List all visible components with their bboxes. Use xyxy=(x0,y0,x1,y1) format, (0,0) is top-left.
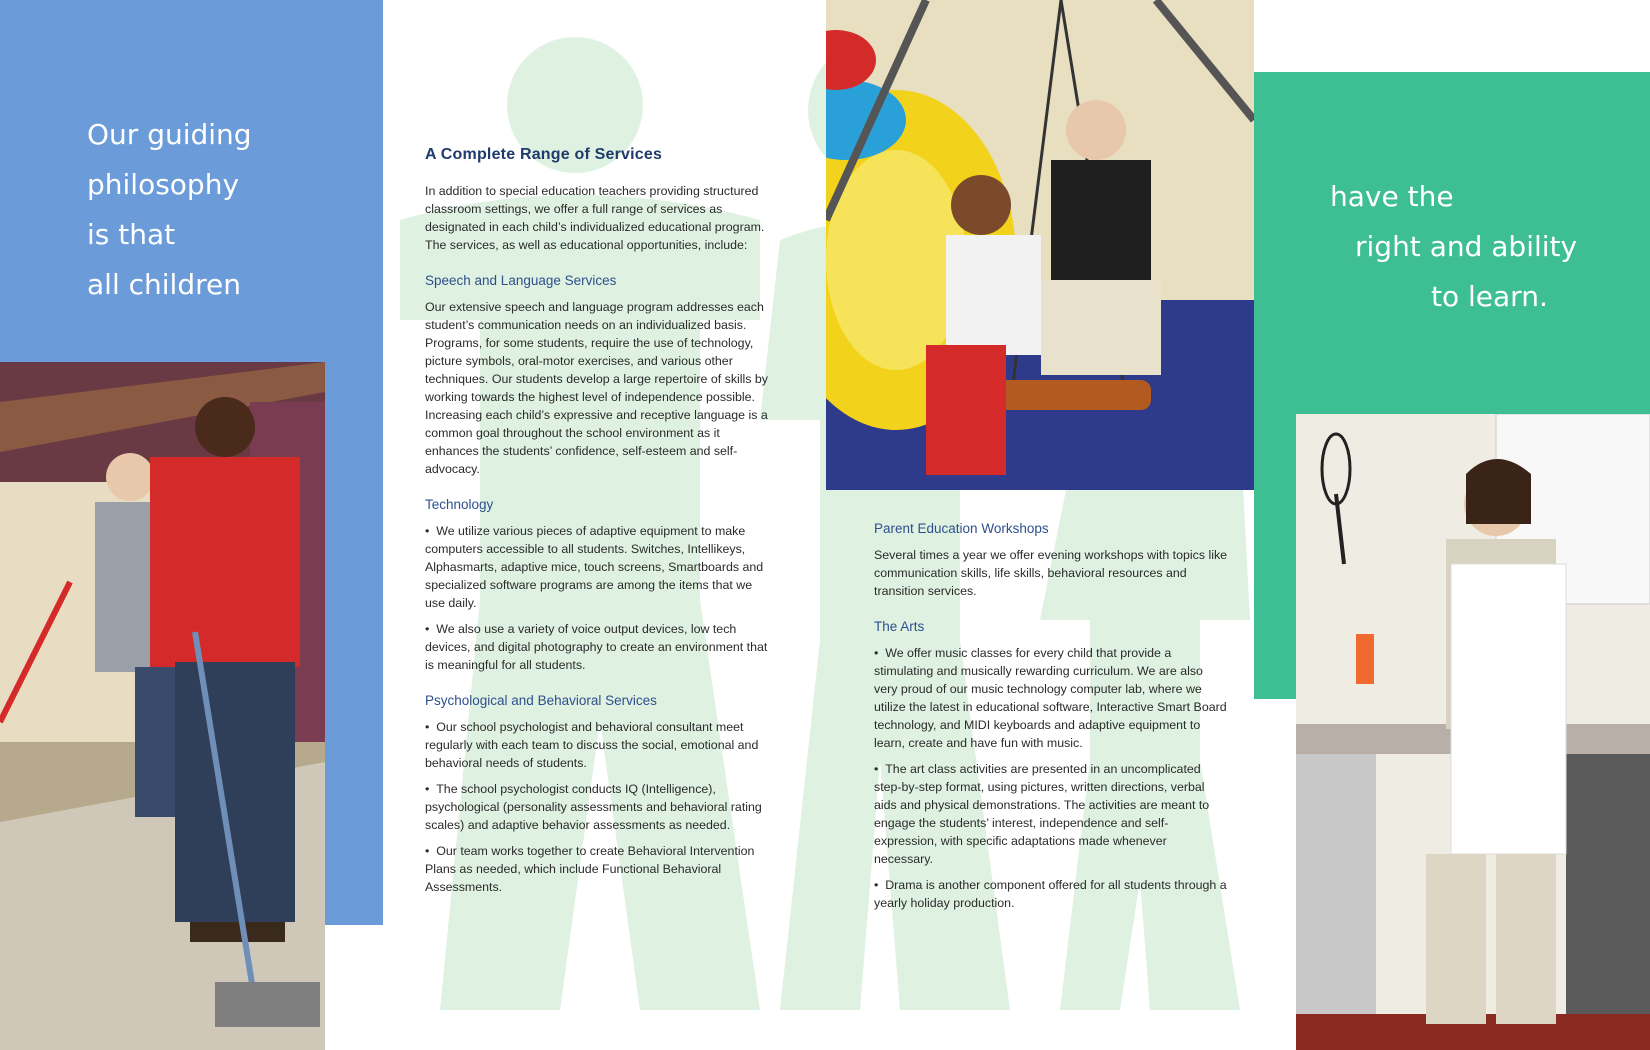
arts-bullet: • Drama is another component offered for all students through a yearly holiday production. xyxy=(874,876,1229,912)
quote-line: Our guiding xyxy=(87,118,252,151)
services-intro: In addition to special education teachers providing structured classroom settings, we offer a full range of services as designated in each child’s individualized educational program. The services, as well as educational opportunities, include: xyxy=(425,184,765,252)
speech-body: Our extensive speech and language program addresses each student’s communication needs on an individualized basis. Programs, for some students, require the use of technology, picture symbols, oral-motor exercises, and various other techniques. Our students develop a large repertoire of skills by working towards the highest level of independence possible. Increasing each child’s expressive and receptive language is a common goal throughout the school environment as it enhances the students’ confidence, self-esteem and self-advocacy. xyxy=(425,300,768,476)
technology-bullet: • We utilize various pieces of adaptive equipment to make computers accessible to all students. Switches, Intellikeys, Alphasmarts, adaptive mice, touch screens, Smartboards and specialized software programs are among the items that we use daily. xyxy=(425,522,775,612)
services-column-left xyxy=(425,146,775,904)
speech-heading: Speech and Language Services xyxy=(425,273,617,288)
psych-bullet: • Our school psychologist and behavioral consultant meet regularly with each team to discuss the social, emotional and behavioral needs of students. xyxy=(425,718,775,772)
quote-line: have the xyxy=(1330,180,1454,213)
arts-heading: The Arts xyxy=(874,619,925,634)
students-therapy-swing-photo xyxy=(826,0,1254,490)
parent-heading: Parent Education Workshops xyxy=(874,521,1049,536)
parent-body: Several times a year we offer evening workshops with topics like communication skills, life skills, behavioral resources and transition services. xyxy=(874,548,1228,598)
psych-heading: Psychological and Behavioral Services xyxy=(425,693,657,708)
quote-line: right and ability xyxy=(1355,230,1578,263)
psych-bullet: • Our team works together to create Behavioral Intervention Plans as needed, which include Functional Behavioral Assessments. xyxy=(425,842,775,896)
quote-line: philosophy xyxy=(87,168,240,201)
technology-heading: Technology xyxy=(425,497,494,512)
quote-line: is that xyxy=(87,218,176,251)
arts-bullet: • The art class activities are presented in an uncomplicated step-by-step format, using pictures, written directions, verbal aids and physical demonstrations. The activities are meant to engage the students’ interest, independence and self-expression, with specific adaptations made whenever necessary. xyxy=(874,760,1229,868)
services-column-right xyxy=(874,520,1229,920)
services-title: A Complete Range of Services xyxy=(425,146,663,163)
arts-bullet: • We offer music classes for every child that provide a stimulating and musically rewarding curriculum. We are also very proud of our music technology computer lab, where we utilize the latest in educational software, Interactive Smart Board technology, and MIDI keyboards and adaptive equipment to learn, create and have fun with music. xyxy=(874,644,1229,752)
students-sweeping-hallway-photo xyxy=(0,362,325,1050)
quote-line: all children xyxy=(87,268,241,301)
technology-bullet: • We also use a variety of voice output devices, low tech devices, and digital photography to create an environment that is meaningful for all students. xyxy=(425,620,775,674)
quote-line: to learn. xyxy=(1431,280,1548,313)
psych-bullet: • The school psychologist conducts IQ (Intelligence), psychological (personality assessments and behavioral rating scales) and adaptive behavior assessments as needed. xyxy=(425,780,775,834)
student-in-kitchen-photo xyxy=(1296,414,1650,1050)
